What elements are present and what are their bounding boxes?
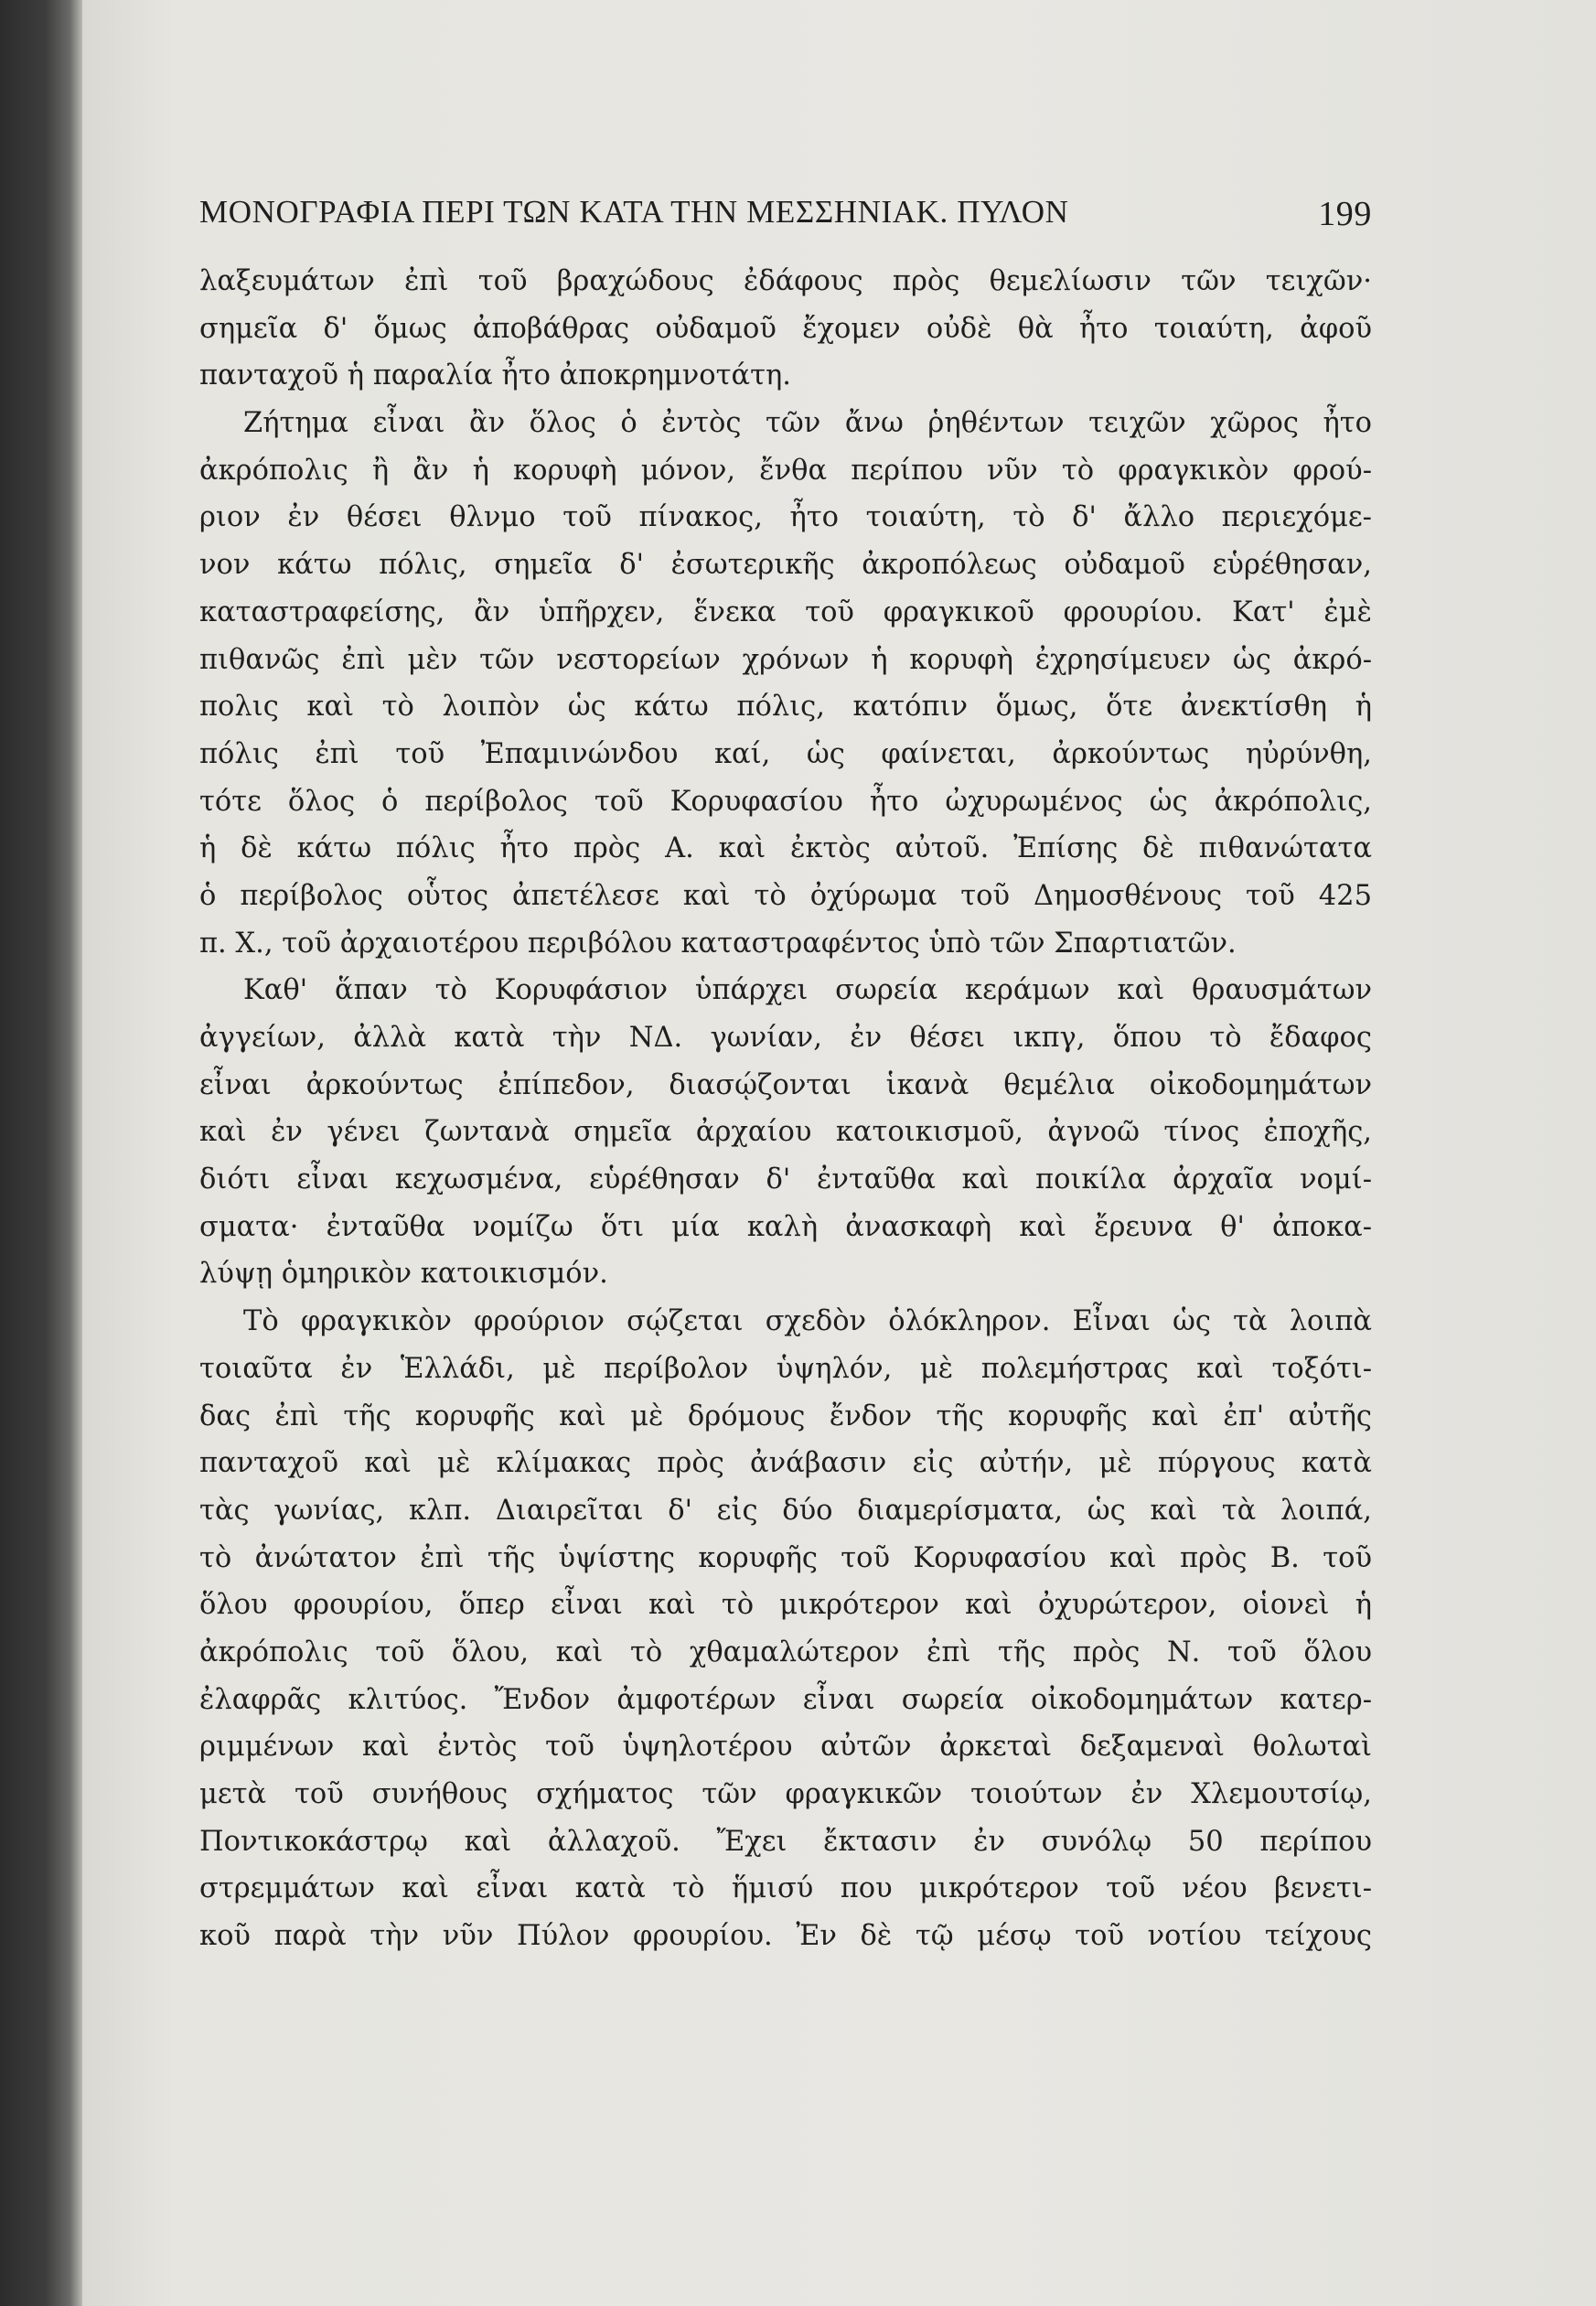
text-line: πανταχοῦ ἡ παραλία ἦτο ἀποκρημνοτάτη. xyxy=(199,359,791,392)
text-line: ἐλαφρᾶς κλιτύος. Ἔνδον ἀμφοτέρων εἶναι σωρεία οἰκοδομημάτων κατερ- xyxy=(199,1683,1372,1716)
text-line: ἡ δὲ κάτω πόλις ἦτο πρὸς Α. καὶ ἐκτὸς αὐτοῦ. Ἐπίσης δὲ πιθανώτατα xyxy=(199,832,1372,865)
book-gutter xyxy=(0,0,82,2306)
text-line: ἀγγείων, ἀλλὰ κατὰ τὴν ΝΔ. γωνίαν, ἐν θέσει ικπγ, ὅπου τὸ ἔδαφος xyxy=(199,1022,1372,1054)
text-line: ριμμένων καὶ ἐντὸς τοῦ ὑψηλοτέρου αὐτῶν ἀρκεταὶ δεξαμεναὶ θολωταὶ xyxy=(199,1731,1372,1764)
text-line: καὶ ἐν γένει ζωντανὰ σημεῖα ἀρχαίου κατοικισμοῦ, ἀγνοῶ τίνος ἐποχῆς, xyxy=(199,1116,1372,1149)
text-line: εἶναι ἀρκούντως ἐπίπεδον, διασῴζονται ἱκανὰ θεμέλια οἰκοδομημάτων xyxy=(199,1068,1372,1101)
text-line: π. Χ., τοῦ ἀρχαιοτέρου περιβόλου καταστραφέντος ὑπὸ τῶν Σπαρτιατῶν. xyxy=(199,927,1237,960)
text-line: Τὸ φραγκικὸν φρούριον σῴζεται σχεδὸν ὁλόκληρον. Εἶναι ὡς τὰ λοιπὰ xyxy=(243,1305,1372,1338)
text-line: διότι εἶναι κεχωσμένα, εὑρέθησαν δ' ἐνταῦθα καὶ ποικίλα ἀρχαῖα νομί- xyxy=(199,1164,1372,1196)
text-line: ὁ περίβολος οὗτος ἀπετέλεσε καὶ τὸ ὀχύρωμα τοῦ Δημοσθένους τοῦ 425 xyxy=(199,879,1372,912)
text-line: πολις καὶ τὸ λοιπὸν ὡς κάτω πόλις, κατόπιν ὅμως, ὅτε ἀνεκτίσθη ἡ xyxy=(199,691,1372,724)
text-line: Ποντικοκάστρῳ καὶ ἀλλαχοῦ. Ἔχει ἔκτασιν ἐν συνόλῳ 50 περίπου xyxy=(199,1825,1372,1858)
text-line: καταστραφείσης, ἂν ὑπῆρχεν, ἕνεκα τοῦ φραγκικοῦ φρουρίου. Κατ' ἐμὲ xyxy=(199,595,1372,628)
text-line: ἀκρόπολις τοῦ ὅλου, καὶ τὸ χθαμαλώτερον ἐπὶ τῆς πρὸς Ν. τοῦ ὅλου xyxy=(199,1636,1372,1668)
text-line: τὰς γωνίας, κλπ. Διαιρεῖται δ' εἰς δύο διαμερίσματα, ὡς καὶ τὰ λοιπά, xyxy=(199,1494,1372,1527)
body-text xyxy=(199,258,1372,1960)
text-line: δας ἐπὶ τῆς κορυφῆς καὶ μὲ δρόμους ἔνδον τῆς κορυφῆς καὶ ἐπ' αὐτῆς xyxy=(199,1400,1372,1432)
text-line: Καθ' ἅπαν τὸ Κορυφάσιον ὑπάρχει σωρεία κεράμων καὶ θραυσμάτων xyxy=(243,974,1372,1007)
text-line: πόλις ἐπὶ τοῦ Ἐπαμινώνδου καί, ὡς φαίνεται, ἀρκούντως ηὐρύνθη, xyxy=(199,737,1372,770)
text-line: κοῦ παρὰ τὴν νῦν Πύλον φρουρίου. Ἐν δὲ τῷ μέσῳ τοῦ νοτίου τείχους xyxy=(199,1920,1372,1953)
text-line: στρεμμάτων καὶ εἶναι κατὰ τὸ ἥμισύ που μικρότερον τοῦ νέου βενετι- xyxy=(199,1872,1372,1905)
text-line: Ζήτημα εἶναι ἂν ὅλος ὁ ἐντὸς τῶν ἄνω ῥηθέντων τειχῶν χῶρος ἦτο xyxy=(243,407,1372,440)
page-number: 199 xyxy=(1318,195,1372,233)
text-line: τὸ ἀνώτατον ἐπὶ τῆς ὑψίστης κορυφῆς τοῦ Κορυφασίου καὶ πρὸς Β. τοῦ xyxy=(199,1541,1372,1574)
text-line: πανταχοῦ καὶ μὲ κλίμακας πρὸς ἀνάβασιν εἰς αὐτήν, μὲ πύργους κατὰ xyxy=(199,1447,1372,1480)
text-line: ὅλου φρουρίου, ὅπερ εἶναι καὶ τὸ μικρότερον καὶ ὀχυρώτερον, οἱονεὶ ἡ xyxy=(199,1589,1372,1622)
text-line: σημεῖα δ' ὅμως ἀποβάθρας οὐδαμοῦ ἔχομεν οὐδὲ θὰ ἦτο τοιαύτη, ἀφοῦ xyxy=(199,312,1372,345)
text-line: πιθανῶς ἐπὶ μὲν τῶν νεστορείων χρόνων ἡ κορυφὴ ἐχρησίμευεν ὡς ἀκρό- xyxy=(199,643,1372,676)
running-title: ΜΟΝΟΓΡΑΦΙΑ ΠΕΡΙ ΤΩΝ ΚΑΤΑ ΤΗΝ ΜΕΣΣΗΝΙΑΚ. ΠΥΛΟΝ xyxy=(199,194,1069,230)
text-line: ἀκρόπολις ἢ ἂν ἡ κορυφὴ μόνον, ἔνθα περίπου νῦν τὸ φραγκικὸν φρού- xyxy=(199,454,1372,487)
text-line: νον κάτω πόλις, σημεῖα δ' ἐσωτερικῆς ἀκροπόλεως οὐδαμοῦ εὑρέθησαν, xyxy=(199,549,1372,582)
text-line: λύψῃ ὁμηρικὸν κατοικισμόν. xyxy=(199,1258,608,1291)
text-line: μετὰ τοῦ συνήθους σχήματος τῶν φραγκικῶν τοιούτων ἐν Χλεμουτσίῳ, xyxy=(199,1778,1372,1810)
text-line: σματα· ἐνταῦθα νομίζω ὅτι μία καλὴ ἀνασκαφὴ καὶ ἔρευνα θ' ἀποκα- xyxy=(199,1210,1372,1243)
text-line: τοιαῦτα ἐν Ἑλλάδι, μὲ περίβολον ὑψηλόν, μὲ πολεμήστρας καὶ τοξότι- xyxy=(199,1352,1372,1385)
running-header xyxy=(199,194,1372,245)
text-line: λαξευμάτων ἐπὶ τοῦ βραχώδους ἐδάφους πρὸς θεμελίωσιν τῶν τειχῶν· xyxy=(199,265,1372,297)
text-line: ριον ἐν θέσει θλνμο τοῦ πίνακος, ἦτο τοιαύτη, τὸ δ' ἄλλο περιεχόμε- xyxy=(199,501,1372,534)
text-line: τότε ὅλος ὁ περίβολος τοῦ Κορυφασίου ἦτο ὠχυρωμένος ὡς ἀκρόπολις, xyxy=(199,785,1372,818)
